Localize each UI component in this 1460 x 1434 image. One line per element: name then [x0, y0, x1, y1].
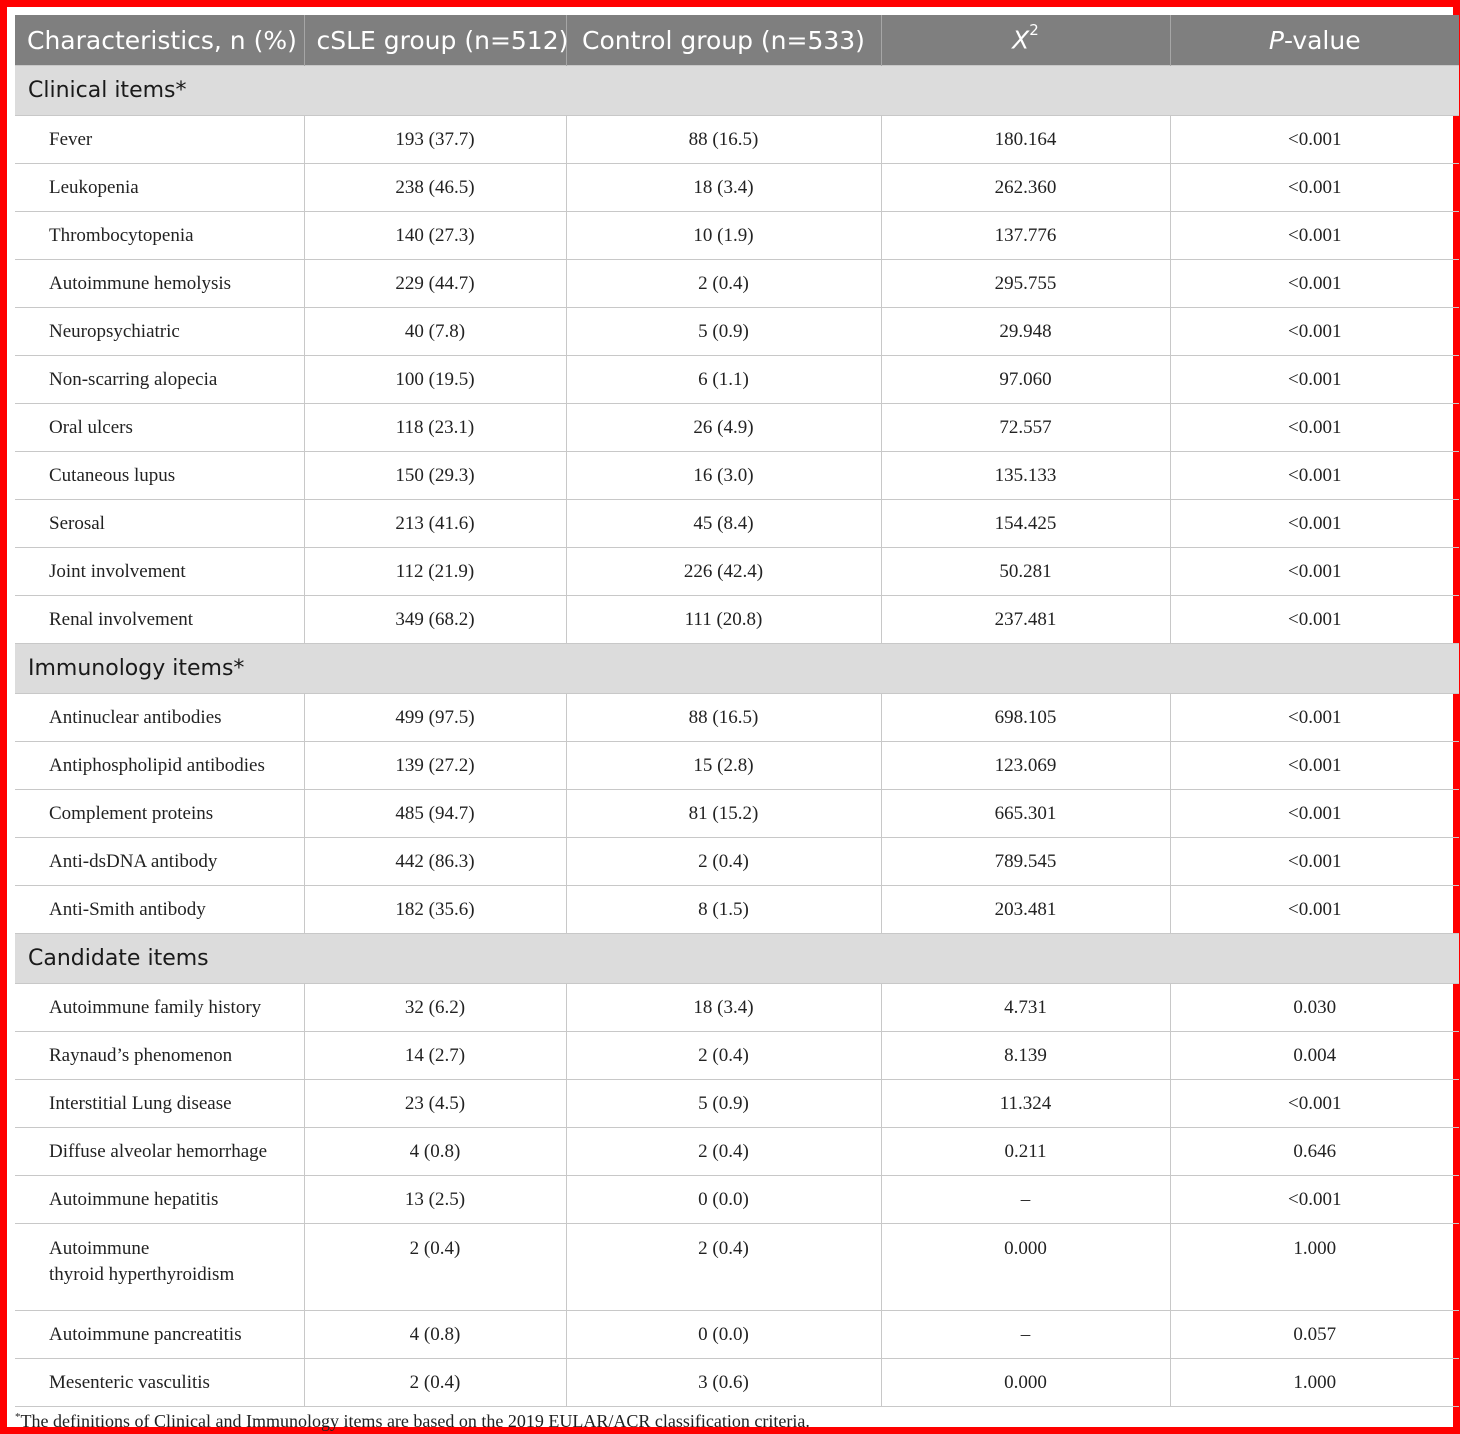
p-value-cell: <0.001 — [1170, 404, 1459, 452]
control-cell: 81 (15.2) — [566, 790, 881, 838]
control-cell: 2 (0.4) — [566, 1032, 881, 1080]
csle-cell: 13 (2.5) — [304, 1176, 566, 1224]
header-csle-group: cSLE group (n=512) — [304, 15, 566, 66]
table-header — [15, 15, 1459, 66]
p-value-cell: 0.004 — [1170, 1032, 1459, 1080]
chi-square-cell: – — [881, 1176, 1170, 1224]
chi-square-cell: 154.425 — [881, 500, 1170, 548]
header-control-group: Control group (n=533) — [566, 15, 881, 66]
control-cell: 6 (1.1) — [566, 356, 881, 404]
chi-square-cell: 97.060 — [881, 356, 1170, 404]
item-line: thyroid hyperthyroidism — [49, 1264, 235, 1285]
footnote — [15, 1411, 810, 1432]
csle-cell: 112 (21.9) — [304, 548, 566, 596]
p-value-cell: 1.000 — [1170, 1224, 1459, 1311]
item-cell: Raynaud’s phenomenon — [15, 1032, 304, 1080]
csle-cell: 100 (19.5) — [304, 356, 566, 404]
table-row — [15, 1311, 1459, 1359]
chi-square-cell: 72.557 — [881, 404, 1170, 452]
control-cell: 111 (20.8) — [566, 596, 881, 644]
control-cell: 0 (0.0) — [566, 1311, 881, 1359]
table-row — [15, 596, 1459, 644]
control-cell: 45 (8.4) — [566, 500, 881, 548]
section-title: Candidate items — [15, 934, 1459, 984]
csle-cell: 40 (7.8) — [304, 308, 566, 356]
table-row — [15, 790, 1459, 838]
csle-cell: 118 (23.1) — [304, 404, 566, 452]
item-cell: Renal involvement — [15, 596, 304, 644]
chi-square-cell: – — [881, 1311, 1170, 1359]
table-row — [15, 452, 1459, 500]
csle-cell: 238 (46.5) — [304, 164, 566, 212]
csle-cell: 213 (41.6) — [304, 500, 566, 548]
chi-square-cell: 8.139 — [881, 1032, 1170, 1080]
item-cell: Joint involvement — [15, 548, 304, 596]
control-cell: 88 (16.5) — [566, 116, 881, 164]
csle-cell: 182 (35.6) — [304, 886, 566, 934]
csle-cell: 349 (68.2) — [304, 596, 566, 644]
chi-square-cell: 698.105 — [881, 694, 1170, 742]
chi-square-cell: 789.545 — [881, 838, 1170, 886]
p-symbol: P — [1268, 25, 1284, 55]
chi-symbol: X — [1012, 25, 1030, 55]
chi-square-cell: 203.481 — [881, 886, 1170, 934]
table-row — [15, 116, 1459, 164]
p-value-cell: 0.030 — [1170, 984, 1459, 1032]
item-cell: Oral ulcers — [15, 404, 304, 452]
csle-cell: 23 (4.5) — [304, 1080, 566, 1128]
chi-square-cell: 135.133 — [881, 452, 1170, 500]
chi-superscript: 2 — [1029, 21, 1039, 40]
p-value-cell: <0.001 — [1170, 548, 1459, 596]
table-body — [15, 66, 1459, 1407]
item-cell: Complement proteins — [15, 790, 304, 838]
csle-cell: 442 (86.3) — [304, 838, 566, 886]
section-row — [15, 644, 1459, 694]
item-cell: Interstitial Lung disease — [15, 1080, 304, 1128]
p-value-cell: <0.001 — [1170, 790, 1459, 838]
chi-square-cell: 29.948 — [881, 308, 1170, 356]
table-row — [15, 548, 1459, 596]
chi-square-cell: 137.776 — [881, 212, 1170, 260]
header-row — [15, 15, 1459, 66]
control-cell: 2 (0.4) — [566, 1128, 881, 1176]
table-row — [15, 984, 1459, 1032]
chi-square-cell: 0.000 — [881, 1359, 1170, 1407]
table-row — [15, 1224, 1459, 1311]
csle-cell: 4 (0.8) — [304, 1311, 566, 1359]
csle-cell: 499 (97.5) — [304, 694, 566, 742]
chi-square-cell: 0.211 — [881, 1128, 1170, 1176]
p-value-cell: <0.001 — [1170, 742, 1459, 790]
table-row — [15, 1128, 1459, 1176]
p-value-cell: <0.001 — [1170, 260, 1459, 308]
table-row — [15, 1080, 1459, 1128]
chi-square-cell: 295.755 — [881, 260, 1170, 308]
p-value-cell: <0.001 — [1170, 452, 1459, 500]
table-row — [15, 742, 1459, 790]
csle-cell: 2 (0.4) — [304, 1359, 566, 1407]
table-row — [15, 260, 1459, 308]
item-cell: Mesenteric vasculitis — [15, 1359, 304, 1407]
p-value-cell: <0.001 — [1170, 308, 1459, 356]
item-line: Autoimmune — [49, 1238, 150, 1259]
control-cell: 2 (0.4) — [566, 1224, 881, 1311]
csle-cell: 32 (6.2) — [304, 984, 566, 1032]
footnote-text: The definitions of Clinical and Immunology items are based on the 2019 EULAR/ACR classification criteria. — [20, 1411, 810, 1431]
section-row — [15, 66, 1459, 116]
control-cell: 8 (1.5) — [566, 886, 881, 934]
csle-cell: 229 (44.7) — [304, 260, 566, 308]
table-row — [15, 694, 1459, 742]
control-cell: 18 (3.4) — [566, 164, 881, 212]
chi-square-cell: 50.281 — [881, 548, 1170, 596]
chi-square-cell: 11.324 — [881, 1080, 1170, 1128]
item-cell: Antiphospholipid antibodies — [15, 742, 304, 790]
control-cell: 15 (2.8) — [566, 742, 881, 790]
p-value-cell: <0.001 — [1170, 838, 1459, 886]
item-cell: Serosal — [15, 500, 304, 548]
item-cell: Autoimmune hepatitis — [15, 1176, 304, 1224]
item-cell: Cutaneous lupus — [15, 452, 304, 500]
chi-square-cell: 237.481 — [881, 596, 1170, 644]
section-title: Clinical items* — [15, 66, 1459, 116]
p-value-cell: 1.000 — [1170, 1359, 1459, 1407]
item-cell: Antinuclear antibodies — [15, 694, 304, 742]
item-cell: Autoimmune family history — [15, 984, 304, 1032]
table-row — [15, 404, 1459, 452]
csle-cell: 14 (2.7) — [304, 1032, 566, 1080]
item-cell: Autoimmune hemolysis — [15, 260, 304, 308]
control-cell: 0 (0.0) — [566, 1176, 881, 1224]
csle-cell: 150 (29.3) — [304, 452, 566, 500]
control-cell: 18 (3.4) — [566, 984, 881, 1032]
control-cell: 88 (16.5) — [566, 694, 881, 742]
p-value-cell: <0.001 — [1170, 1080, 1459, 1128]
item-cell: Neuropsychiatric — [15, 308, 304, 356]
table-row — [15, 1359, 1459, 1407]
control-cell: 2 (0.4) — [566, 838, 881, 886]
characteristics-table — [15, 15, 1459, 1407]
table-row — [15, 164, 1459, 212]
chi-square-cell: 0.000 — [881, 1224, 1170, 1311]
p-value-cell: <0.001 — [1170, 356, 1459, 404]
table-row — [15, 500, 1459, 548]
section-title: Immunology items* — [15, 644, 1459, 694]
p-value-cell: <0.001 — [1170, 116, 1459, 164]
header-chi-square — [881, 15, 1170, 66]
control-cell: 226 (42.4) — [566, 548, 881, 596]
p-value-cell: <0.001 — [1170, 596, 1459, 644]
table-row — [15, 886, 1459, 934]
item-cell: Autoimmune pancreatitis — [15, 1311, 304, 1359]
item-cell: Non-scarring alopecia — [15, 356, 304, 404]
control-cell: 26 (4.9) — [566, 404, 881, 452]
item-cell: Fever — [15, 116, 304, 164]
chi-square-cell: 262.360 — [881, 164, 1170, 212]
item-cell: Diffuse alveolar hemorrhage — [15, 1128, 304, 1176]
p-value-cell: <0.001 — [1170, 1176, 1459, 1224]
table-row — [15, 308, 1459, 356]
control-cell: 5 (0.9) — [566, 1080, 881, 1128]
csle-cell: 485 (94.7) — [304, 790, 566, 838]
p-suffix: -value — [1283, 25, 1361, 55]
control-cell: 3 (0.6) — [566, 1359, 881, 1407]
item-cell: Anti-Smith antibody — [15, 886, 304, 934]
p-value-cell: <0.001 — [1170, 694, 1459, 742]
p-value-cell: <0.001 — [1170, 212, 1459, 260]
chi-square-cell: 665.301 — [881, 790, 1170, 838]
item-cell: Thrombocytopenia — [15, 212, 304, 260]
control-cell: 5 (0.9) — [566, 308, 881, 356]
table-row — [15, 1032, 1459, 1080]
control-cell: 16 (3.0) — [566, 452, 881, 500]
csle-cell: 140 (27.3) — [304, 212, 566, 260]
csle-cell: 193 (37.7) — [304, 116, 566, 164]
p-value-cell: 0.646 — [1170, 1128, 1459, 1176]
item-cell — [15, 1224, 304, 1311]
header-characteristics: Characteristics, n (%) — [15, 15, 304, 66]
p-value-cell: <0.001 — [1170, 164, 1459, 212]
control-cell: 10 (1.9) — [566, 212, 881, 260]
chi-square-cell: 4.731 — [881, 984, 1170, 1032]
item-cell: Anti-dsDNA antibody — [15, 838, 304, 886]
table-row — [15, 356, 1459, 404]
chi-square-cell: 123.069 — [881, 742, 1170, 790]
item-cell: Leukopenia — [15, 164, 304, 212]
p-value-cell: <0.001 — [1170, 500, 1459, 548]
csle-cell: 139 (27.2) — [304, 742, 566, 790]
csle-cell: 4 (0.8) — [304, 1128, 566, 1176]
table-row — [15, 838, 1459, 886]
section-row — [15, 934, 1459, 984]
table-row — [15, 1176, 1459, 1224]
chi-square-cell: 180.164 — [881, 116, 1170, 164]
footnote-marker: * — [15, 1411, 21, 1423]
p-value-cell: <0.001 — [1170, 886, 1459, 934]
p-value-cell: 0.057 — [1170, 1311, 1459, 1359]
table-row — [15, 212, 1459, 260]
csle-cell: 2 (0.4) — [304, 1224, 566, 1311]
header-p-value — [1170, 15, 1459, 66]
control-cell: 2 (0.4) — [566, 260, 881, 308]
